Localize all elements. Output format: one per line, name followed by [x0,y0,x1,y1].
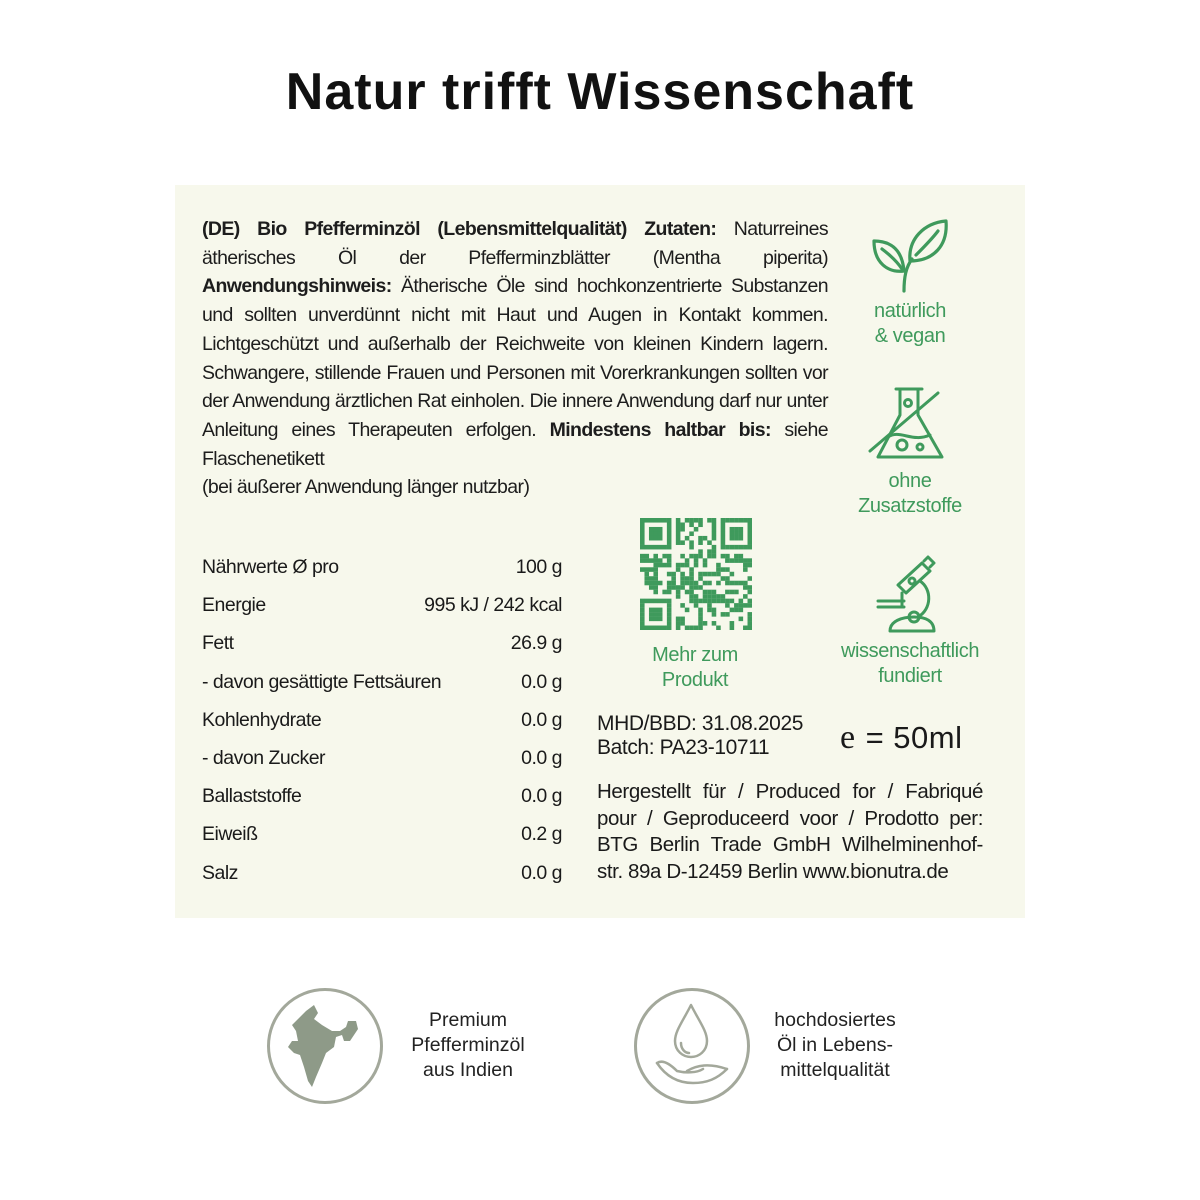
batch-info [597,712,803,760]
bbd-text: siehe Flaschenetikett [202,418,828,470]
best-before-date: MHD/BBD: 31.08.2025 [597,712,804,735]
badge-line: wissenschaftlich [840,640,980,662]
feature-text [745,1008,925,1083]
nutrient-value: 100 g [515,556,562,578]
badge-no-additives [815,385,1005,519]
nutrient-value: 995 kJ / 242 kcal [424,594,562,617]
feature-line: aus Indien [423,1059,513,1081]
badge-line: fundiert [878,665,942,687]
nutrient-label: Kohlenhydrate [202,708,322,731]
nutrient-value: 0.0 g [521,785,562,808]
external-note: (bei äußerer Anwendung länger nutzbar) [202,476,530,499]
nutrient-label: Ballaststoffe [202,785,302,808]
feature-line: Premium [428,1009,507,1031]
qr-label-line: Mehr zum [652,644,738,666]
qr-label-line: Produkt [661,669,729,691]
product-label [175,185,1025,918]
usage-heading: Anwendungshinweis: [202,275,392,298]
label-intro: (DE) Bio Pfefferminzöl (Lebensmittelqualität) Zutaten: [202,218,717,240]
volume [840,719,963,757]
nutrient-label: Fett [202,632,234,655]
feature-line: Öl in Lebens- [777,1034,893,1056]
badge-line: ohne [888,470,932,492]
nutrition-row [202,663,562,701]
nutrient-label: Nährwerte Ø pro [202,556,339,578]
nutrient-value: 0.0 g [521,670,562,693]
nutrient-label: - davon Zucker [202,746,326,769]
usage-text: Ätherische Öle sind hochkonzentrierte Substanzen und sollten unverdünnt nicht mit Haut und Augen in Kontakt kommen. Lichtgeschützt und außerhalb der Reichweite von kleinen Kindern lagern. Schwangere, stillende Frauen und Personen mit Vorerkrankungen sollten vor der Anwendung ärztlichen Rat einholen. Die innere Anwendung darf nur unter Anleitung eines Therapeuten erfolgen. [202,275,828,441]
feature-text [378,1008,558,1083]
feature-line: Pfefferminzöl [411,1034,525,1056]
india-map-icon [267,988,383,1104]
page-title: Natur trifft Wissenschaft [285,63,915,121]
microscope-icon [868,555,952,633]
batch-number: Batch: PA23-10711 [597,736,770,759]
qr-label [615,643,775,693]
leaf-icon [868,217,952,293]
badge-natural-vegan [815,217,1005,349]
nutrition-table [202,548,562,892]
nutrient-label: - davon gesättigte Fettsäuren [202,670,442,693]
nutrition-row [202,815,562,853]
nutrition-row [202,739,562,777]
nutrient-label: Energie [202,594,266,617]
nutrition-row [202,548,562,586]
nutrition-row [202,701,562,739]
feature-line: hochdosiertes [774,1009,896,1031]
oil-drop-hand-icon [634,988,750,1104]
nutrient-value: 0.0 g [521,746,562,769]
nutrient-label: Eiweiß [202,823,258,846]
nutrition-row [202,586,562,624]
badge-line: Zusatzstoffe [858,495,962,517]
volume-text: = 50ml [865,720,963,755]
bbd-heading: Mindestens haltbar bis: [549,418,771,441]
flask-crossed-icon [868,385,952,463]
badge-line: & vegan [874,325,946,347]
qr-code[interactable] [640,518,752,630]
manufacturer-info: Hergestellt für / Produced for / Fabriqué pour / Geproduceerd voor / Prodotto per: BTG Berlin Trade GmbH Wilhelminenhof-str. 89a D-12459 Berlin www.bionutra.de [597,780,983,883]
badge-scientific [815,555,1005,689]
nutrition-row [202,777,562,815]
nutrition-row [202,854,562,892]
nutrient-value: 0.2 g [521,823,562,846]
badge-line: natürlich [874,300,946,322]
nutrient-value: 0.0 g [521,708,562,731]
nutrient-value: 0.0 g [521,861,562,884]
feature-line: mittelqualität [780,1059,890,1081]
nutrition-row [202,624,562,662]
nutrient-value: 26.9 g [510,632,562,655]
nutrient-label: Salz [202,861,238,884]
ingredients: Naturreines ätherisches Öl der Pfefferminzblätter (Mentha piperita) [202,218,828,269]
estimated-sign-icon: e [840,719,856,756]
label-text [202,215,828,502]
